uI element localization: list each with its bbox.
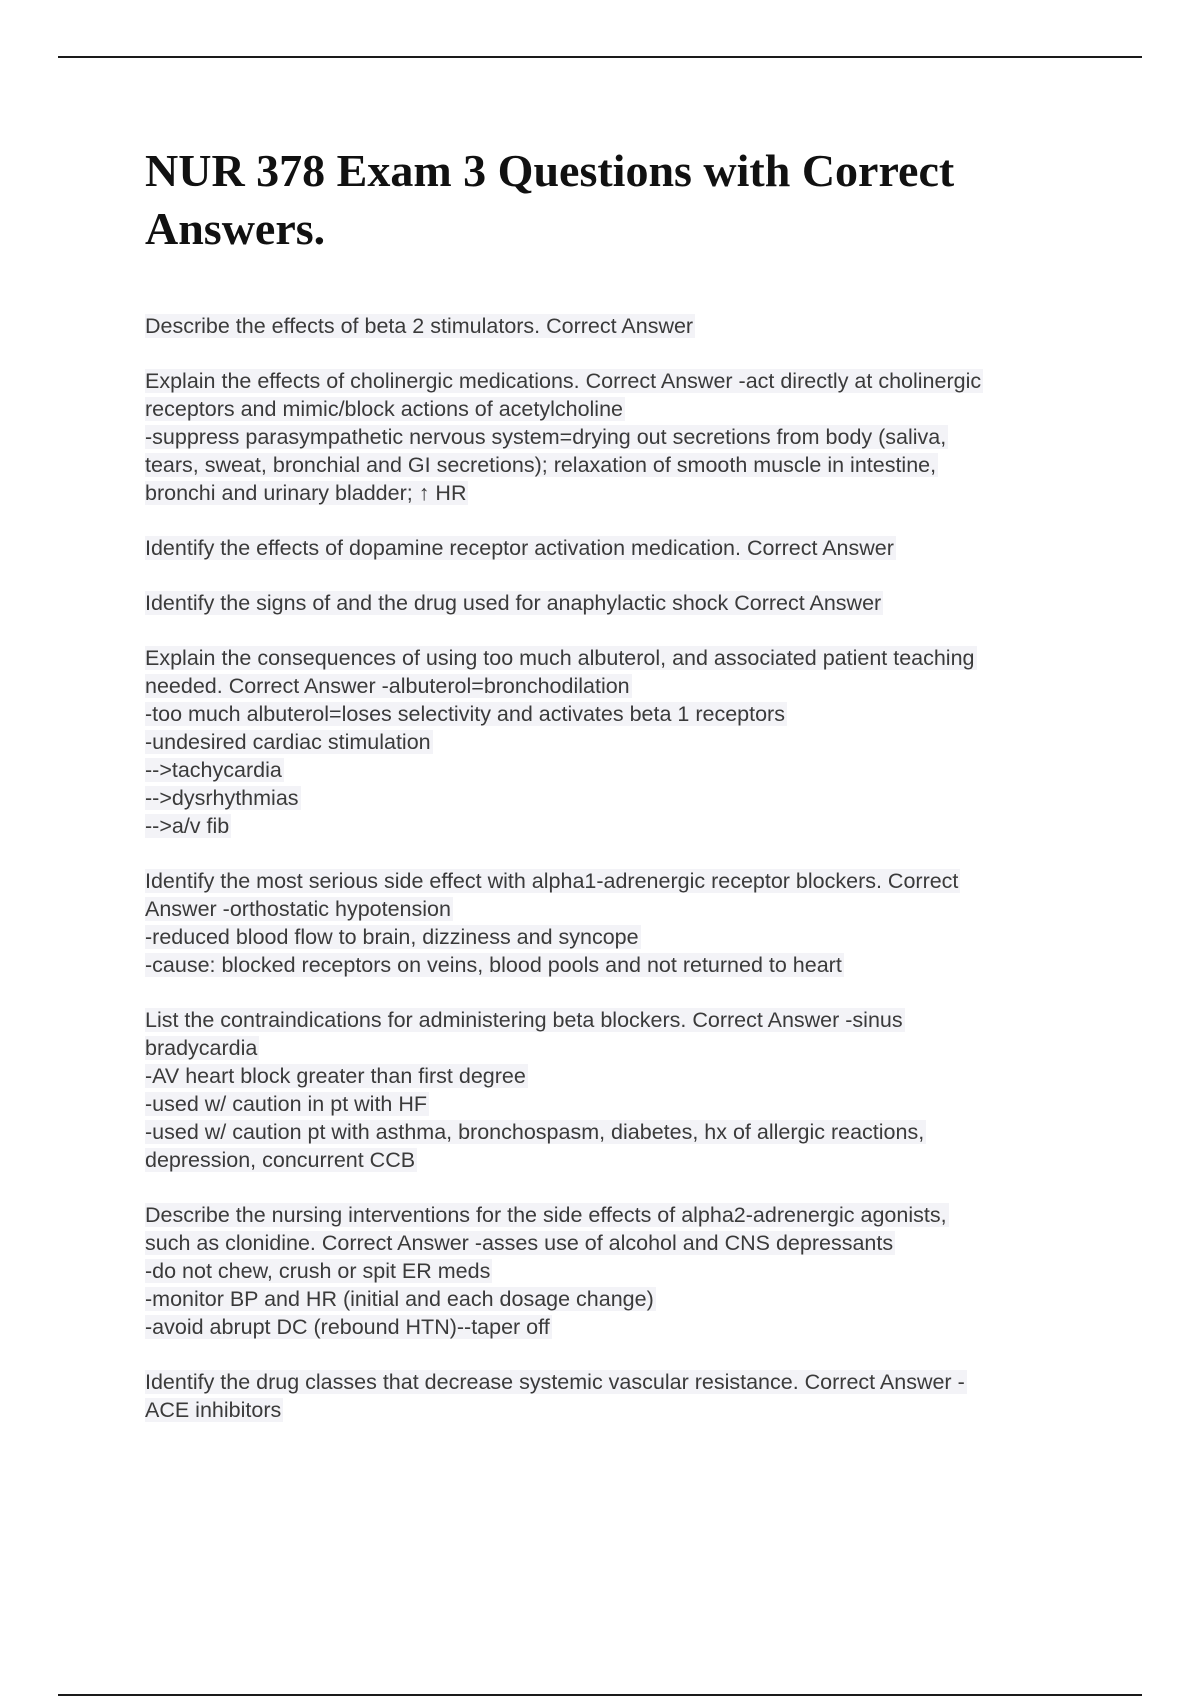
qa-line-text: Answer -orthostatic hypotension (145, 897, 451, 921)
qa-line-text: Explain the consequences of using too much albuterol, and associated patient teaching (145, 646, 975, 670)
qa-line-text: Identify the effects of dopamine receptor activation medication. Correct Answer (145, 536, 894, 560)
qa-line (145, 312, 1105, 340)
qa-line-text: -avoid abrupt DC (rebound HTN)--taper off (145, 1315, 550, 1339)
title-line: Answers. (145, 203, 326, 254)
qa-line (145, 479, 1105, 507)
qa-line (145, 867, 1105, 895)
qa-line-text: -do not chew, crush or spit ER meds (145, 1259, 491, 1283)
qa-line (145, 395, 1105, 423)
qa-item (145, 1368, 1105, 1424)
qa-line-text: -used w/ caution pt with asthma, bronchospasm, diabetes, hx of allergic reactions, (145, 1120, 925, 1144)
qa-line (145, 672, 1105, 700)
qa-line-text: -->a/v fib (145, 814, 230, 838)
qa-line (145, 1062, 1105, 1090)
qa-line (145, 1006, 1105, 1034)
qa-line (145, 1229, 1105, 1257)
qa-line (145, 1201, 1105, 1229)
qa-line-text: tears, sweat, bronchial and GI secretions); relaxation of smooth muscle in intestine, (145, 453, 937, 477)
footer-rule (58, 1694, 1142, 1696)
qa-line (145, 534, 1105, 562)
qa-list (145, 312, 1105, 1451)
qa-line-text: Identify the most serious side effect with alpha1-adrenergic receptor blockers. Correct (145, 869, 959, 893)
qa-line-text: -too much albuterol=loses selectivity and activates beta 1 receptors (145, 702, 785, 726)
qa-line-text: ACE inhibitors (145, 1398, 282, 1422)
qa-line-text: -AV heart block greater than first degree (145, 1064, 526, 1088)
qa-line (145, 951, 1105, 979)
qa-line-text: receptors and mimic/block actions of acetylcholine (145, 397, 623, 421)
qa-line (145, 700, 1105, 728)
qa-line (145, 1257, 1105, 1285)
qa-line-text: Explain the effects of cholinergic medications. Correct Answer -act directly at cholinergic (145, 369, 982, 393)
qa-line-text: -used w/ caution in pt with HF (145, 1092, 428, 1116)
qa-line (145, 1034, 1105, 1062)
qa-item (145, 1201, 1105, 1341)
qa-line (145, 728, 1105, 756)
qa-line-text: -undesired cardiac stimulation (145, 730, 431, 754)
qa-line (145, 1396, 1105, 1424)
qa-line-text: such as clonidine. Correct Answer -asses use of alcohol and CNS depressants (145, 1231, 894, 1255)
qa-line (145, 1146, 1105, 1174)
qa-line-text: -suppress parasympathetic nervous system=drying out secretions from body (saliva, (145, 425, 947, 449)
qa-line-text: -->tachycardia (145, 758, 282, 782)
qa-line-text: Identify the drug classes that decrease systemic vascular resistance. Correct Answer - (145, 1370, 965, 1394)
qa-line (145, 784, 1105, 812)
qa-line (145, 756, 1105, 784)
qa-line (145, 1313, 1105, 1341)
qa-item (145, 534, 1105, 562)
qa-item (145, 589, 1105, 617)
qa-line-text: Describe the effects of beta 2 stimulators. Correct Answer (145, 314, 694, 338)
qa-item (145, 367, 1105, 507)
qa-line (145, 923, 1105, 951)
qa-line-text: bradycardia (145, 1036, 258, 1060)
qa-item (145, 644, 1105, 840)
qa-line (145, 644, 1105, 672)
qa-item (145, 1006, 1105, 1174)
qa-line-text: Describe the nursing interventions for the side effects of alpha2-adrenergic agonists, (145, 1203, 947, 1227)
qa-line (145, 895, 1105, 923)
qa-line-text: depression, concurrent CCB (145, 1148, 416, 1172)
qa-line-text: needed. Correct Answer -albuterol=bronchodilation (145, 674, 630, 698)
qa-line (145, 451, 1105, 479)
qa-line (145, 812, 1105, 840)
qa-line (145, 1090, 1105, 1118)
qa-line-text: -cause: blocked receptors on veins, blood pools and not returned to heart (145, 953, 842, 977)
qa-line-text: -monitor BP and HR (initial and each dosage change) (145, 1287, 654, 1311)
qa-line-text: -->dysrhythmias (145, 786, 299, 810)
qa-line-text: Identify the signs of and the drug used for anaphylactic shock Correct Answer (145, 591, 882, 615)
qa-line-text: -reduced blood flow to brain, dizziness and syncope (145, 925, 639, 949)
qa-line (145, 589, 1105, 617)
qa-item (145, 312, 1105, 340)
qa-line (145, 367, 1105, 395)
qa-line (145, 1368, 1105, 1396)
qa-line (145, 1285, 1105, 1313)
header-rule (58, 56, 1142, 58)
qa-line-text: List the contraindications for administering beta blockers. Correct Answer -sinus (145, 1008, 903, 1032)
qa-line (145, 423, 1105, 451)
qa-line-text: bronchi and urinary bladder; ↑ HR (145, 481, 467, 505)
qa-line (145, 1118, 1105, 1146)
page-title (145, 142, 1075, 258)
qa-item (145, 867, 1105, 979)
title-line: NUR 378 Exam 3 Questions with Correct (145, 145, 955, 196)
